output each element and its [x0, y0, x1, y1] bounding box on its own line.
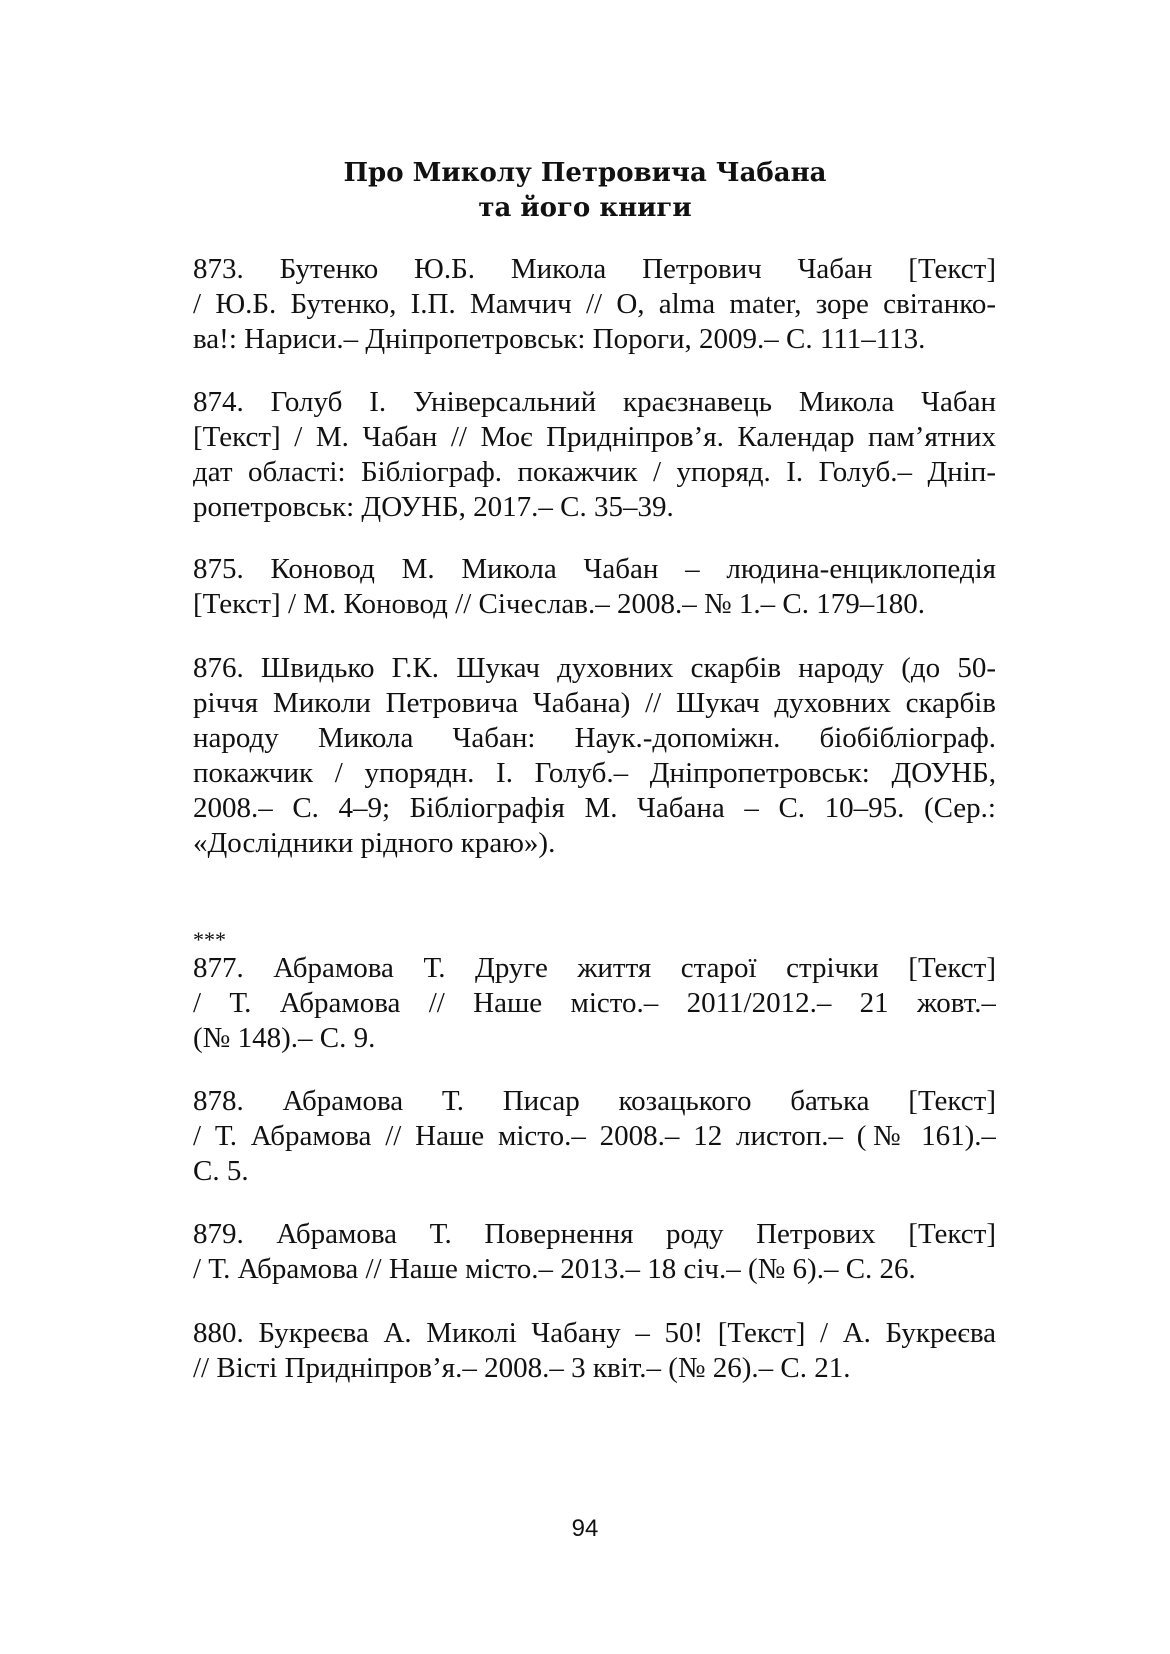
entry-line: С. 5.	[193, 1155, 249, 1187]
entry-line: 875. Коновод М. Микола Чабан – людина-енциклопедія	[193, 553, 996, 585]
section-heading-line-1: Про Миколу Петровича Чабана	[343, 158, 827, 188]
entry-line: народу Микола Чабан: Наук.-допоміжн. біобібліограф.	[193, 722, 996, 754]
bibliography-entry-874	[193, 385, 996, 525]
bibliography-entry-876	[193, 651, 996, 861]
bibliography-entry-873	[193, 252, 996, 357]
entry-line: 877. Абрамова Т. Друге життя старої стрічки [Текст]	[193, 952, 996, 984]
entry-line: / Ю.Б. Бутенко, І.П. Мамчич // О, alma mater, зоре світанко-	[193, 288, 996, 320]
page-number: 94	[571, 1515, 599, 1542]
section-heading-line-2: та його книги	[478, 193, 692, 223]
entry-line: 879. Абрамова Т. Повернення роду Петрових [Текст]	[193, 1218, 996, 1250]
entry-line: / Т. Абрамова // Наше місто.– 2013.– 18 січ.– (№ 6).– С. 26.	[193, 1253, 916, 1285]
entry-line: річчя Миколи Петровича Чабана) // Шукач духовних скарбів	[193, 687, 996, 719]
entry-line: 880. Букреєва А. Миколі Чабану – 50! [Текст] / А. Букреєва	[193, 1317, 996, 1349]
entry-line: / Т. Абрамова // Наше місто.– 2008.– 12 листоп.– (№ 161).–	[193, 1120, 996, 1152]
entry-line: ропетровськ: ДОУНБ, 2017.– С. 35–39.	[193, 491, 674, 523]
entry-line: 2008.– С. 4–9; Бібліографія М. Чабана – С. 10–95. (Сер.:	[193, 792, 996, 824]
entry-line: «Дослідники рідного краю»).	[193, 827, 556, 859]
section-separator: ***	[193, 927, 226, 952]
entry-line: покажчик / упорядн. І. Голуб.– Дніпропетровськ: ДОУНБ,	[193, 757, 996, 789]
entry-line: 876. Швидько Г.К. Шукач духовних скарбів народу (до 50-	[193, 652, 996, 684]
entry-line: ва!: Нариси.– Дніпропетровськ: Пороги, 2009.– С. 111–113.	[193, 323, 926, 355]
entry-line: [Текст] / М. Коновод // Січеслав.– 2008.– № 1.– С. 179–180.	[193, 588, 925, 620]
bibliography-entry-879	[193, 1217, 996, 1287]
entry-line: // Вісті Придніпров’я.– 2008.– 3 квіт.– (№ 26).– С. 21.	[193, 1352, 851, 1384]
bibliography-entry-875	[193, 552, 996, 622]
entry-line: 874. Голуб І. Універсальний краєзнавець Микола Чабан	[193, 386, 996, 418]
entry-line: дат області: Бібліограф. покажчик / упоряд. І. Голуб.– Дніп-	[193, 456, 996, 488]
bibliography-entry-878	[193, 1084, 996, 1189]
entry-line: 878. Абрамова Т. Писар козацького батька [Текст]	[193, 1085, 996, 1117]
bibliography-entry-880	[193, 1316, 996, 1386]
bibliography-entry-877	[193, 951, 996, 1056]
entry-line: 873. Бутенко Ю.Б. Микола Петрович Чабан [Текст]	[193, 253, 996, 285]
entry-line: / Т. Абрамова // Наше місто.– 2011/2012.– 21 жовт.–	[193, 987, 996, 1019]
entry-line: (№ 148).– С. 9.	[193, 1022, 376, 1054]
section-heading	[0, 156, 1170, 226]
entry-line: [Текст] / М. Чабан // Моє Придніпров’я. Календар пам’ятних	[193, 421, 996, 453]
